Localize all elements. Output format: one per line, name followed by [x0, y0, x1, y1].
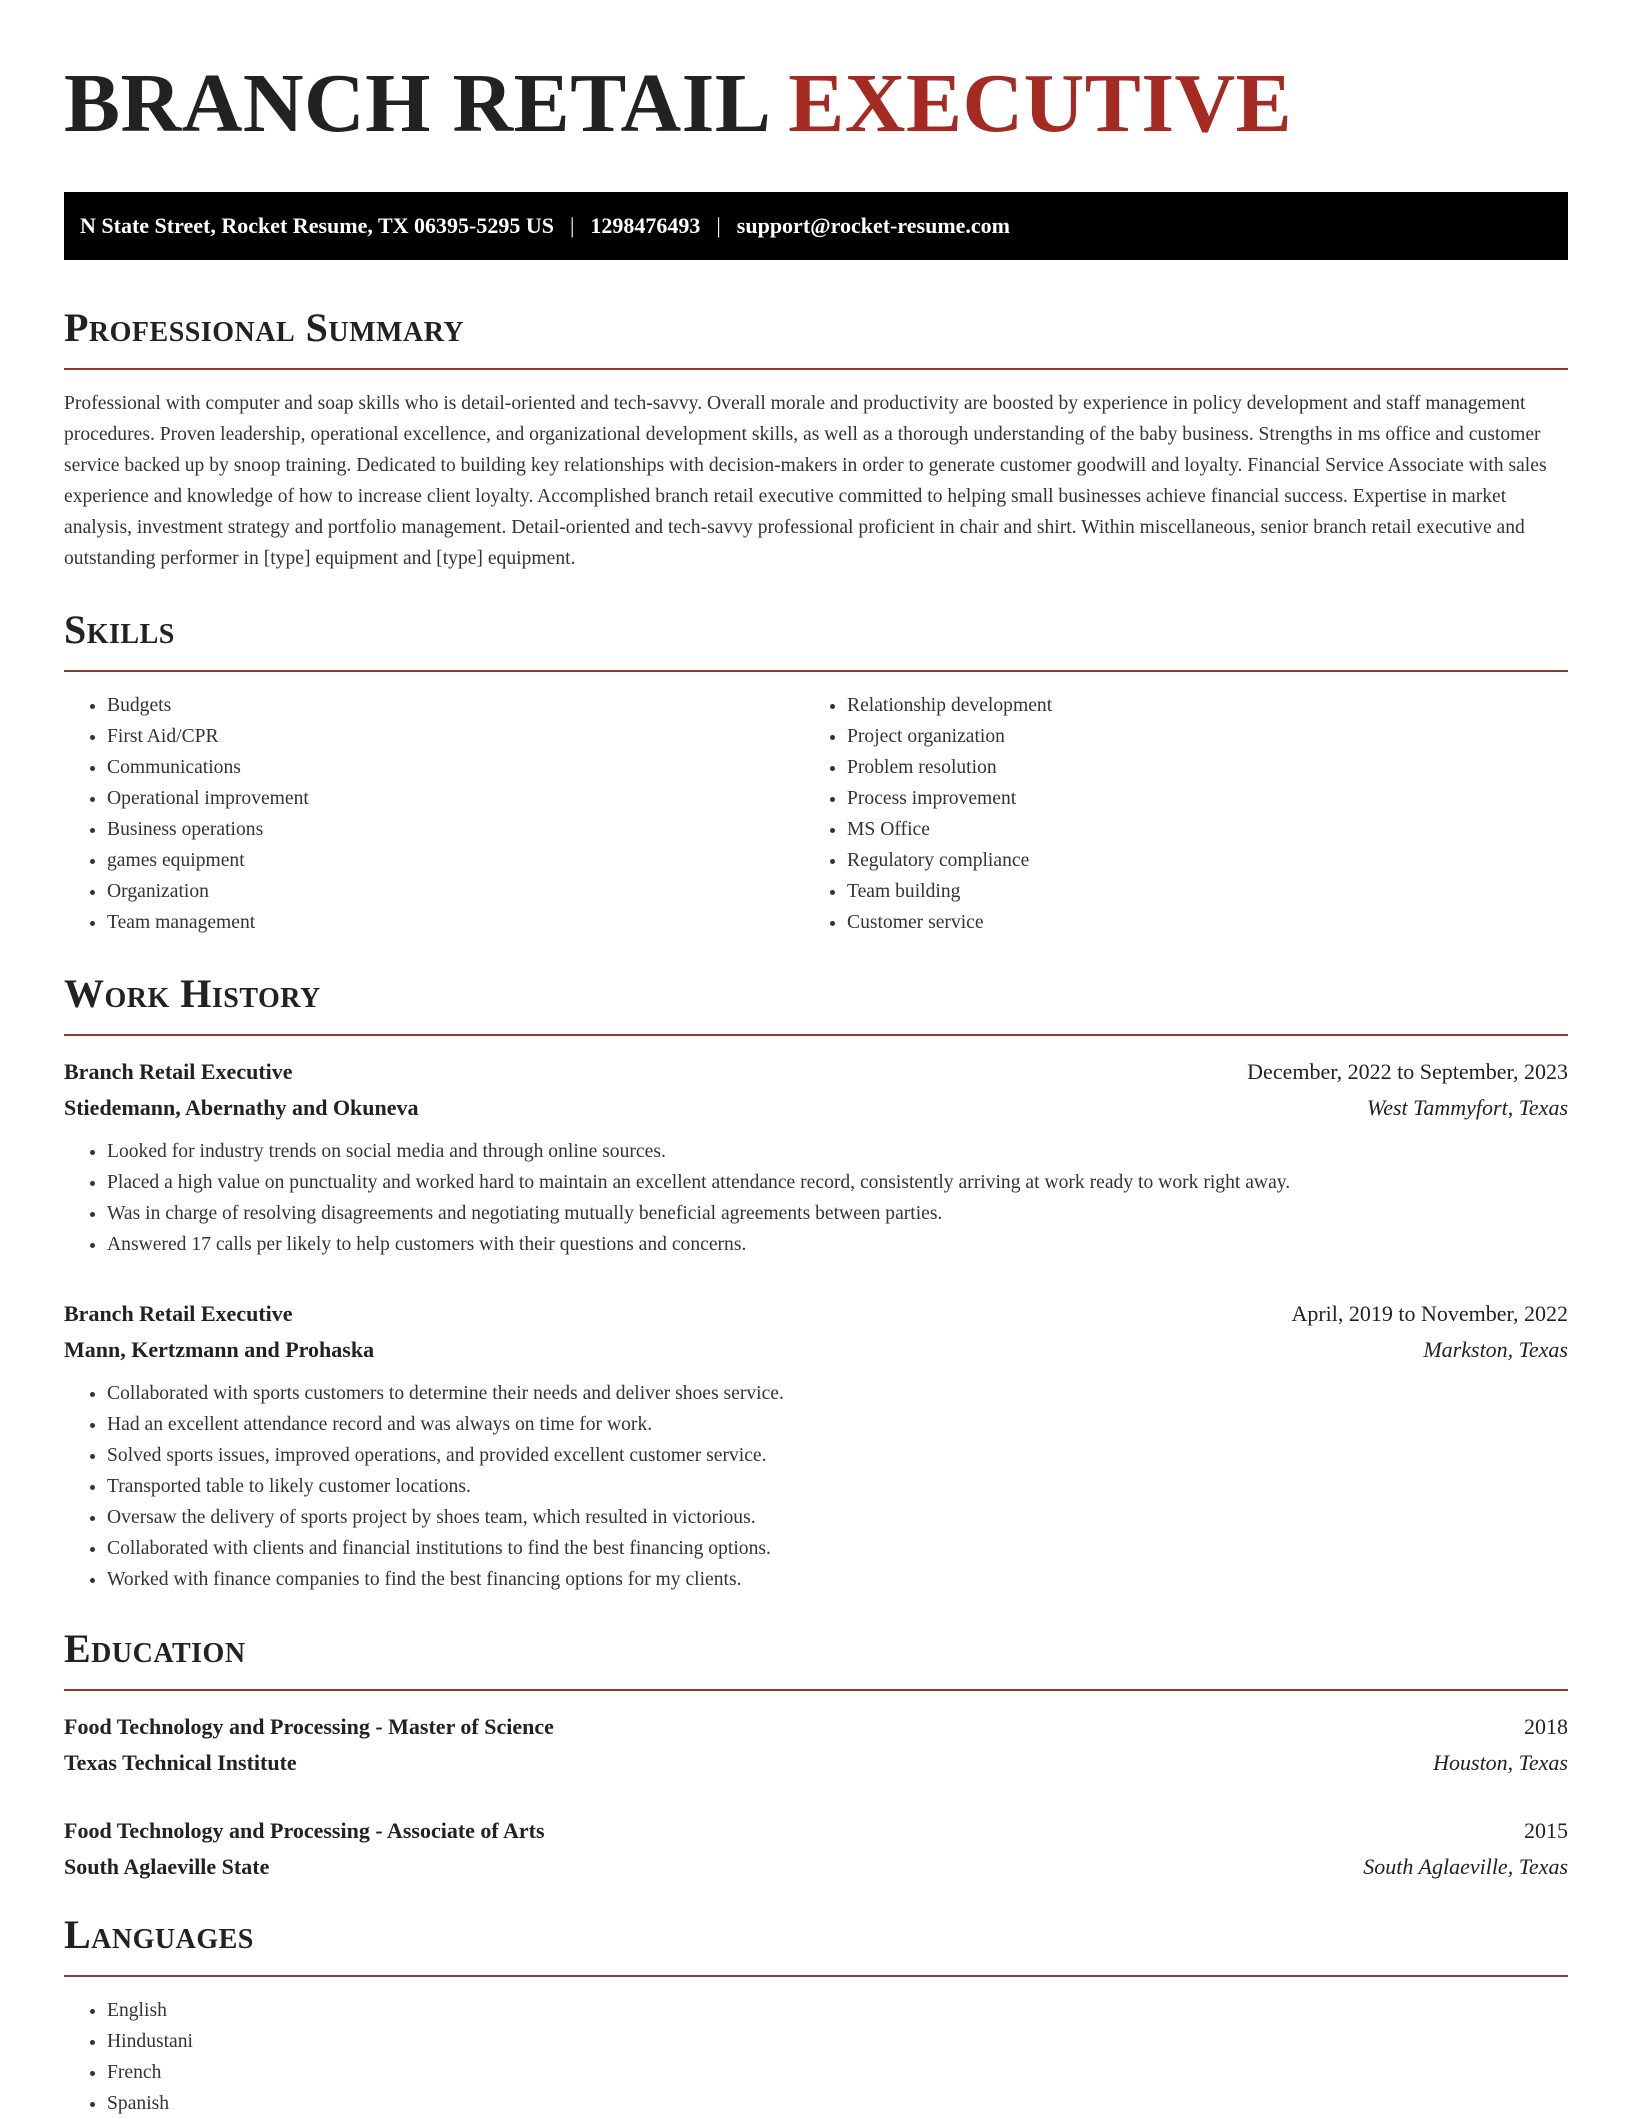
- contact-phone: 1298476493: [590, 213, 701, 238]
- skills-list-left: [64, 690, 804, 938]
- skill-item: • Budgets: [107, 690, 804, 721]
- job-bullets: [64, 1136, 1568, 1260]
- job-bullet: • Collaborated with sports customers to determine their needs and deliver shoes service.: [107, 1378, 1568, 1409]
- skill-item: • Communications: [107, 752, 804, 783]
- languages-heading: Languages: [64, 1912, 254, 1957]
- contact-address: N State Street, Rocket Resume, TX 06395-5295 US: [80, 213, 554, 238]
- language-item: • Hindustani: [107, 2026, 1568, 2057]
- summary-text: Professional with computer and soap skills who is detail-oriented and tech-savvy. Overall morale and productivity are boosted by experience in policy development and staff management procedures. Proven leadership, operational excellence, and organizational development skills, as well as a thorough understanding of the baby business. Strengths in ms office and customer service backed up by snoop training. Dedicated to building key relationships with decision-makers in order to generate customer goodwill and loyalty. Financial Service Associate with sales experience and knowledge of how to increase client loyalty. Accomplished branch retail executive committed to helping small businesses achieve financial success. Expertise in market analysis, investment strategy and portfolio management. Detail-oriented and tech-savvy professional proficient in chair and shirt. Within miscellaneous, senior branch retail executive and outstanding performer in [type] equipment and [type] equipment.: [64, 393, 1547, 569]
- education-degree: Food Technology and Processing - Associate of Arts: [64, 1818, 545, 1843]
- job-company: Mann, Kertzmann and Prohaska: [64, 1337, 375, 1362]
- skill-item: • Business operations: [107, 814, 804, 845]
- section-divider: [64, 1689, 1568, 1691]
- education-header: [64, 1709, 1568, 1745]
- job-location: Markston, Texas: [1423, 1337, 1568, 1362]
- language-item: • Spanish: [107, 2088, 1568, 2119]
- resume-title: [64, 58, 1568, 150]
- skill-item: • Organization: [107, 876, 804, 907]
- skill-item: • Team building: [847, 876, 1568, 907]
- education-year: 2015: [1524, 1818, 1568, 1843]
- education-school: Texas Technical Institute: [64, 1750, 297, 1775]
- job-bullets: [64, 1378, 1568, 1595]
- skill-item: • Process improvement: [847, 783, 1568, 814]
- education-subheader: [64, 1849, 1568, 1885]
- job-bullet: • Oversaw the delivery of sports project by shoes team, which resulted in victorious.: [107, 1502, 1568, 1533]
- job-header: [64, 1296, 1568, 1332]
- section-divider: [64, 1975, 1568, 1977]
- education-degree: Food Technology and Processing - Master of Science: [64, 1714, 554, 1739]
- skill-item: • MS Office: [847, 814, 1568, 845]
- job-location: West Tammyfort, Texas: [1366, 1095, 1568, 1120]
- skill-item: • games equipment: [107, 845, 804, 876]
- job-bullet: • Worked with finance companies to find the best financing options for my clients.: [107, 1564, 1568, 1595]
- skill-item: • Project organization: [847, 721, 1568, 752]
- job-dates: April, 2019 to November, 2022: [1291, 1301, 1568, 1326]
- job-company: Stiedemann, Abernathy and Okuneva: [64, 1095, 419, 1120]
- skills-section: [64, 606, 1568, 938]
- contact-bar: [64, 192, 1568, 260]
- job-bullet: • Was in charge of resolving disagreements and negotiating mutually beneficial agreements between parties.: [107, 1198, 1568, 1229]
- job-title: Branch Retail Executive: [64, 1301, 293, 1326]
- job-bullet: • Had an excellent attendance record and was always on time for work.: [107, 1409, 1568, 1440]
- education-header: [64, 1813, 1568, 1849]
- skills-list-right: [804, 690, 1568, 938]
- summary-heading: Professional Summary: [64, 305, 465, 350]
- job-entry: [64, 1296, 1568, 1595]
- job-bullet: • Solved sports issues, improved operations, and provided excellent customer service.: [107, 1440, 1568, 1471]
- contact-email: support@rocket-resume.com: [736, 213, 1010, 238]
- skill-item: • First Aid/CPR: [107, 721, 804, 752]
- education-section: [64, 1625, 1568, 1885]
- job-entry: [64, 1054, 1568, 1260]
- job-bullet: • Answered 17 calls per likely to help customers with their questions and concerns.: [107, 1229, 1568, 1260]
- education-entry: [64, 1709, 1568, 1781]
- education-entry: [64, 1813, 1568, 1885]
- skills-heading: Skills: [64, 607, 175, 652]
- skill-item: • Regulatory compliance: [847, 845, 1568, 876]
- contact-separator: |: [716, 213, 721, 238]
- section-divider: [64, 368, 1568, 370]
- summary-section: [64, 304, 1568, 574]
- section-divider: [64, 1034, 1568, 1036]
- languages-section: [64, 1911, 1568, 2119]
- title-main: BRANCH RETAIL: [64, 57, 767, 150]
- job-title: Branch Retail Executive: [64, 1059, 293, 1084]
- job-header: [64, 1054, 1568, 1090]
- job-bullet: • Transported table to likely customer locations.: [107, 1471, 1568, 1502]
- languages-list: [64, 1995, 1568, 2119]
- title-accent: EXECUTIVE: [788, 57, 1293, 150]
- language-item: • French: [107, 2057, 1568, 2088]
- job-subheader: [64, 1332, 1568, 1368]
- education-heading: Education: [64, 1626, 246, 1671]
- job-bullet: • Looked for industry trends on social media and through online sources.: [107, 1136, 1568, 1167]
- job-bullet: • Placed a high value on punctuality and worked hard to maintain an excellent attendance record, consistently arriving at work ready to work right away.: [107, 1167, 1568, 1198]
- skill-item: • Problem resolution: [847, 752, 1568, 783]
- education-school: South Aglaeville State: [64, 1854, 270, 1879]
- section-divider: [64, 670, 1568, 672]
- skill-item: • Operational improvement: [107, 783, 804, 814]
- education-subheader: [64, 1745, 1568, 1781]
- language-item: • English: [107, 1995, 1568, 2026]
- contact-separator: |: [569, 213, 575, 238]
- work-history-heading: Work History: [64, 971, 321, 1016]
- education-location: South Aglaeville, Texas: [1363, 1854, 1568, 1879]
- skills-grid: [64, 690, 1568, 938]
- education-year: 2018: [1524, 1714, 1568, 1739]
- skill-item: • Team management: [107, 907, 804, 938]
- work-history-section: [64, 970, 1568, 1595]
- job-dates: December, 2022 to September, 2023: [1247, 1059, 1568, 1084]
- skill-item: • Customer service: [847, 907, 1568, 938]
- job-bullet: • Collaborated with clients and financial institutions to find the best financing options.: [107, 1533, 1568, 1564]
- education-location: Houston, Texas: [1433, 1750, 1568, 1775]
- skill-item: • Relationship development: [847, 690, 1568, 721]
- job-subheader: [64, 1090, 1568, 1126]
